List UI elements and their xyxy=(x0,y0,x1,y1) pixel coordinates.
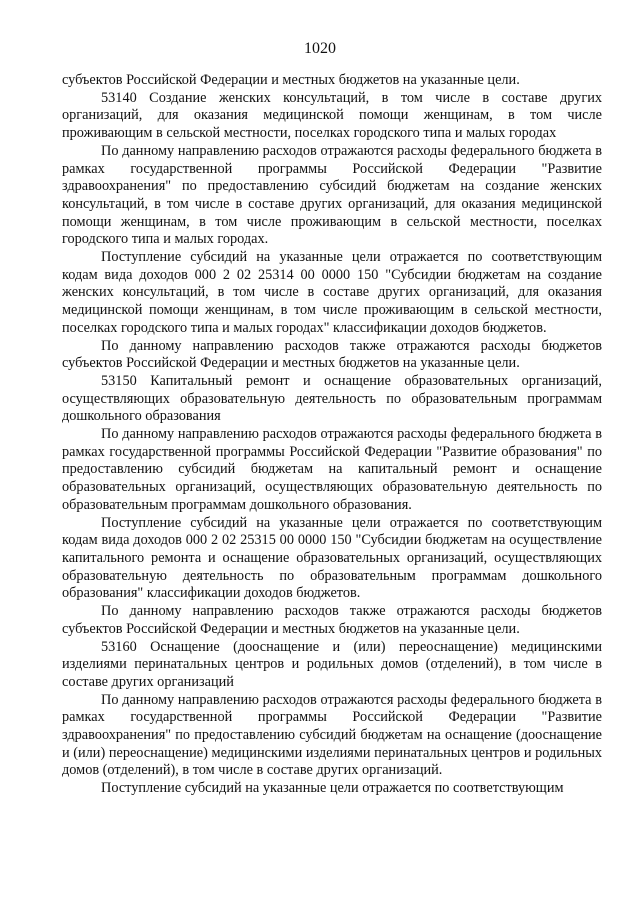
paragraph: По данному направлению расходов отражаются расходы федерального бюджета в рамках государственной программы Российской Федерации "Развитие образования" по предоставлению субсидий бюджетам на капитальный ремонт и оснащение образовательных организаций, осуществляющих образовательную деятельность по образовательным программам дошкольного образования. xyxy=(62,426,602,513)
paragraph-heading-53160: 53160 Оснащение (дооснащение и (или) переоснащение) медицинскими изделиями перинатальных центров и родильных домов (отделений), в том числе в составе других организаций xyxy=(62,638,602,690)
paragraph: По данному направлению расходов отражаются расходы федерального бюджета в рамках государственной программы Российской Федерации "Развитие здравоохранения" по предоставлению субсидий бюджетам на оснащение (дооснащение и (или) переоснащение) медицинскими изделиями перинатальных центров и родильных домов (отделений), в том числе в составе других организаций. xyxy=(62,691,602,779)
paragraph: По данному направлению расходов также отражаются расходы бюджетов субъектов Российской Федерации и местных бюджетов на указанные цели. xyxy=(62,603,602,637)
paragraph: По данному направлению расходов отражаются расходы федерального бюджета в рамках государственной программы Российской Федерации "Развитие здравоохранения" по предоставлению субсидий бюджетам на создание женских консультаций, в том числе в составе других организаций, для оказания медицинской помощи женщинам, в том числе проживающим в сельской местности, поселках городского типа и малых городах. xyxy=(62,142,602,248)
document-body xyxy=(62,72,602,798)
paragraph: По данному направлению расходов также отражаются расходы бюджетов субъектов Российской Федерации и местных бюджетов на указанные цели. xyxy=(62,337,602,372)
paragraph: Поступление субсидий на указанные цели отражается по соответствующим кодам вида доходов 000 2 02 25315 00 0000 150 "Субсидии бюджетам на осуществление капитального ремонта и оснащение образовательных организаций, осуществляющих образовательную деятельность по образовательным программам дошкольного образования" классификации доходов бюджетов. xyxy=(62,514,602,602)
paragraph-heading-53140: 53140 Создание женских консультаций, в том числе в составе других организаций, для оказания медицинской помощи женщинам, в том числе проживающим в сельской местности, поселках городского типа и малых городах xyxy=(62,89,602,142)
paragraph: Поступление субсидий на указанные цели отражается по соответствующим xyxy=(101,780,564,797)
paragraph-heading-53150: 53150 Капитальный ремонт и оснащение образовательных организаций, осуществляющих образовательную деятельность по образовательным программам дошкольного образования xyxy=(62,372,602,425)
paragraph: Поступление субсидий на указанные цели отражается по соответствующим кодам вида доходов 000 2 02 25314 00 0000 150 "Субсидии бюджетам на создание женских консультаций, в том числе в составе других организаций, для оказания медицинской помощи женщинам, в том числе проживающим в сельской местности, поселках городского типа и малых городах" классификации доходов бюджетов. xyxy=(62,249,602,336)
paragraph-continuation: субъектов Российской Федерации и местных бюджетов на указанные цели. xyxy=(62,72,520,88)
page-number: 1020 xyxy=(304,40,336,57)
